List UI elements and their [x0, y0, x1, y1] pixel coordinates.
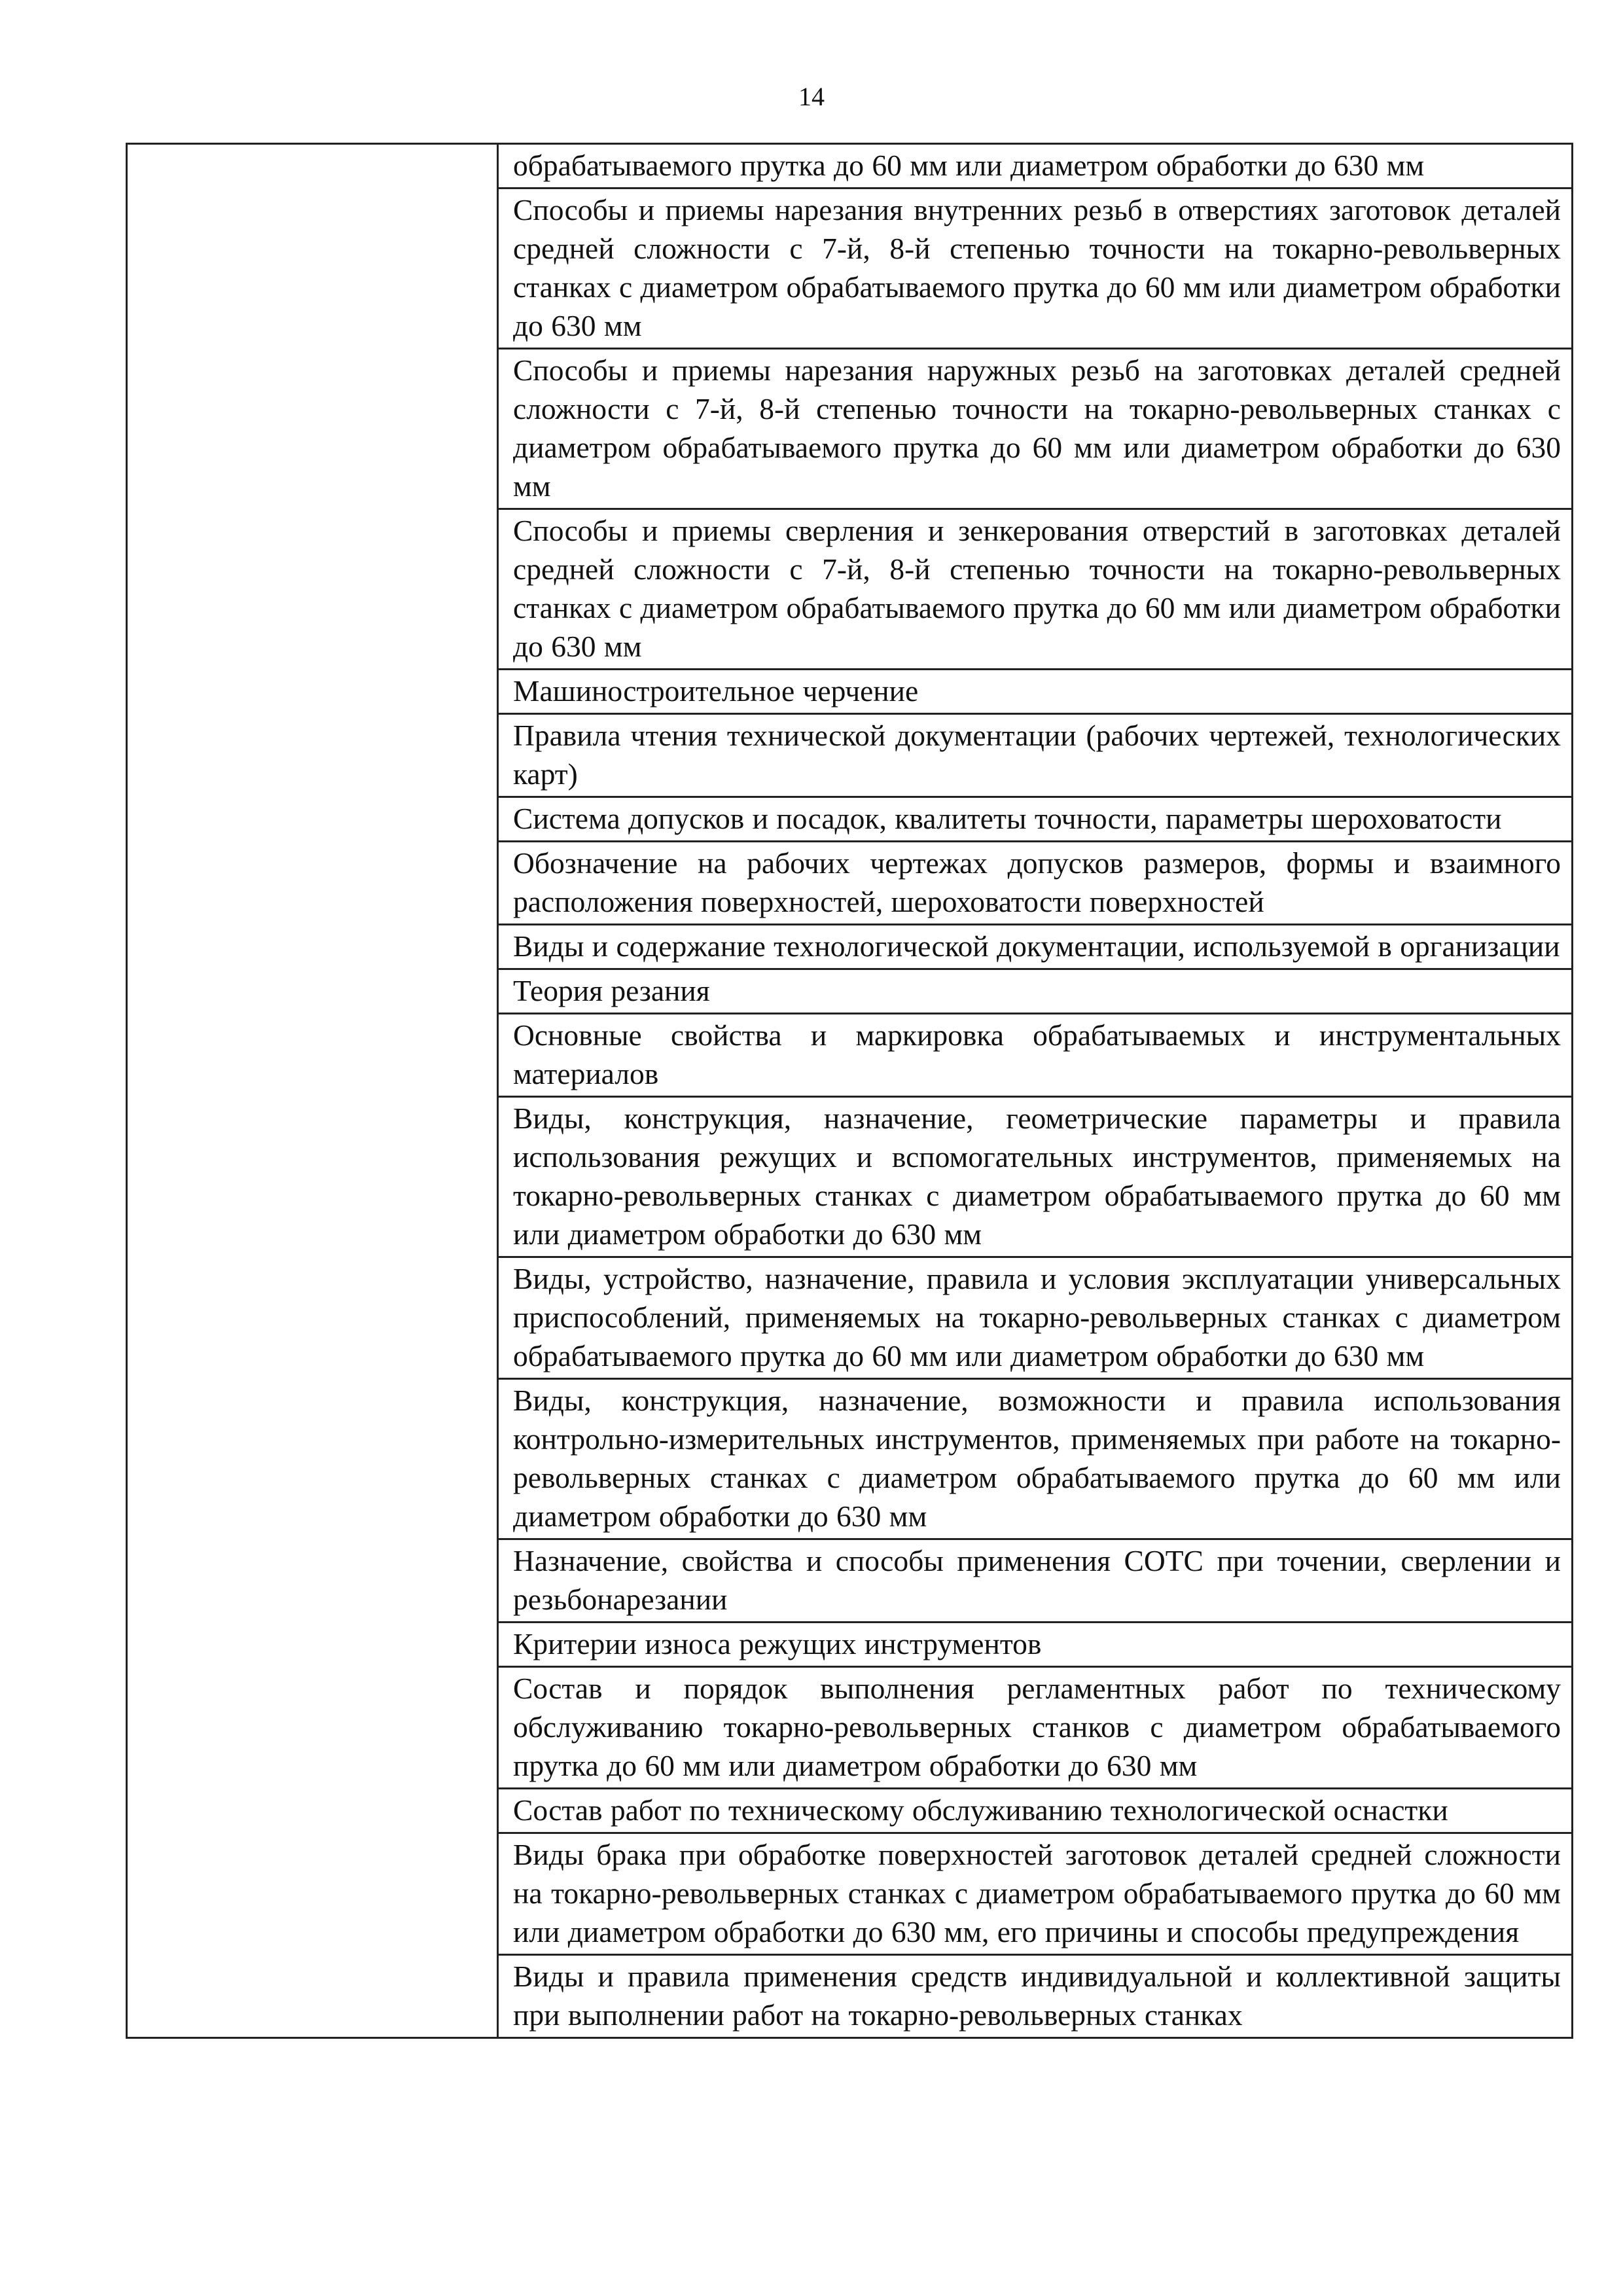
row-text: Состав и порядок выполнения регламентных работ по техническому обслуживанию токарно-револьверных станков с диаметром обрабатываемого прутка до 60 мм или диаметром обработки до 630 мм — [513, 1672, 1561, 1782]
table-cell — [498, 188, 1573, 349]
row-text: Виды и правила применения средств индивидуальной и коллективной защиты при выполнении работ на токарно-револьверных станках — [513, 1960, 1561, 2032]
table-cell — [498, 1257, 1573, 1379]
table-cell — [498, 842, 1573, 925]
row-text: Теория резания — [513, 974, 710, 1007]
row-text: Машиностроительное черчение — [513, 674, 919, 708]
row-text: обрабатываемого прутка до 60 мм или диаметром обработки до 630 мм — [513, 149, 1425, 182]
table-cell — [498, 925, 1573, 969]
table-cell — [498, 714, 1573, 797]
table-cell — [498, 1014, 1573, 1097]
table-cell — [498, 1097, 1573, 1257]
table-cell — [498, 1379, 1573, 1539]
row-text: Виды брака при обработке поверхностей заготовок деталей средней сложности на токарно-револьверных станках с диаметром обрабатываемого прутка до 60 мм или диаметром обработки до 630 мм, его причины и способы предупреждения — [513, 1838, 1561, 1948]
table-cell — [498, 969, 1573, 1014]
table-cell — [498, 144, 1573, 188]
table-cell — [498, 1667, 1573, 1789]
row-text: Система допусков и посадок, квалитеты точности, параметры шероховатости — [513, 802, 1502, 835]
row-text: Назначение, свойства и способы применения СОТС при точении, сверлении и резьбонарезании — [513, 1544, 1561, 1616]
table-cell — [498, 797, 1573, 842]
left-column-cell — [127, 144, 498, 2038]
row-text: Виды, конструкция, назначение, геометрические параметры и правила использования режущих и вспомогательных инструментов, применяемых на токарно-револьверных станках с диаметром обрабатываемого прутка до 60 мм или диаметром обработки до 630 мм — [513, 1102, 1561, 1251]
table-cell — [498, 1789, 1573, 1833]
table-row — [127, 144, 1573, 188]
row-text: Состав работ по техническому обслуживанию технологической оснастки — [513, 1793, 1448, 1827]
table-cell — [498, 1833, 1573, 1955]
table-cell — [498, 1623, 1573, 1667]
row-text: Виды и содержание технологической документации, используемой в организации — [513, 929, 1560, 963]
row-text: Способы и приемы нарезания внутренних резьб в отверстиях заготовок деталей средней сложности с 7-й, 8-й степенью точности на токарно-револьверных станках с диаметром обрабатываемого прутка до 60 мм или диаметром обработки до 630 мм — [513, 193, 1561, 342]
row-text: Виды, устройство, назначение, правила и условия эксплуатации универсальных приспособлений, применяемых на токарно-револьверных станках с диаметром обрабатываемого прутка до 60 мм или диаметром обработки до 630 мм — [513, 1262, 1561, 1372]
row-text: Способы и приемы сверления и зенкерования отверстий в заготовках деталей средней сложности с 7-й, 8-й степенью точности на токарно-револьверных станках с диаметром обрабатываемого прутка до 60 мм или диаметром обработки до 630 мм — [513, 514, 1561, 663]
table-cell — [498, 1539, 1573, 1623]
row-text: Основные свойства и маркировка обрабатываемых и инструментальных материалов — [513, 1018, 1561, 1090]
table-cell — [498, 349, 1573, 509]
knowledge-table — [126, 143, 1573, 2039]
table-cell — [498, 670, 1573, 714]
row-text: Способы и приемы нарезания наружных резьб на заготовках деталей средней сложности с 7-й, 8-й степенью точности на токарно-револьверных станках с диаметром обрабатываемого прутка до 60 мм или диаметром обработки до 630 мм — [513, 353, 1561, 503]
row-text: Критерии износа режущих инструментов — [513, 1627, 1042, 1660]
row-text: Виды, конструкция, назначение, возможности и правила использования контрольно-измерительных инструментов, применяемых при работе на токарно-револьверных станках с диаметром обрабатываемого прутка до 60 мм или диаметром обработки до 630 мм — [513, 1384, 1561, 1533]
row-text: Обозначение на рабочих чертежах допусков размеров, формы и взаимного расположения поверхностей, шероховатости поверхностей — [513, 846, 1561, 918]
table-cell — [498, 1955, 1573, 2038]
page-number: 14 — [798, 82, 825, 111]
row-text: Правила чтения технической документации (рабочих чертежей, технологических карт) — [513, 719, 1561, 791]
table-cell — [498, 509, 1573, 670]
